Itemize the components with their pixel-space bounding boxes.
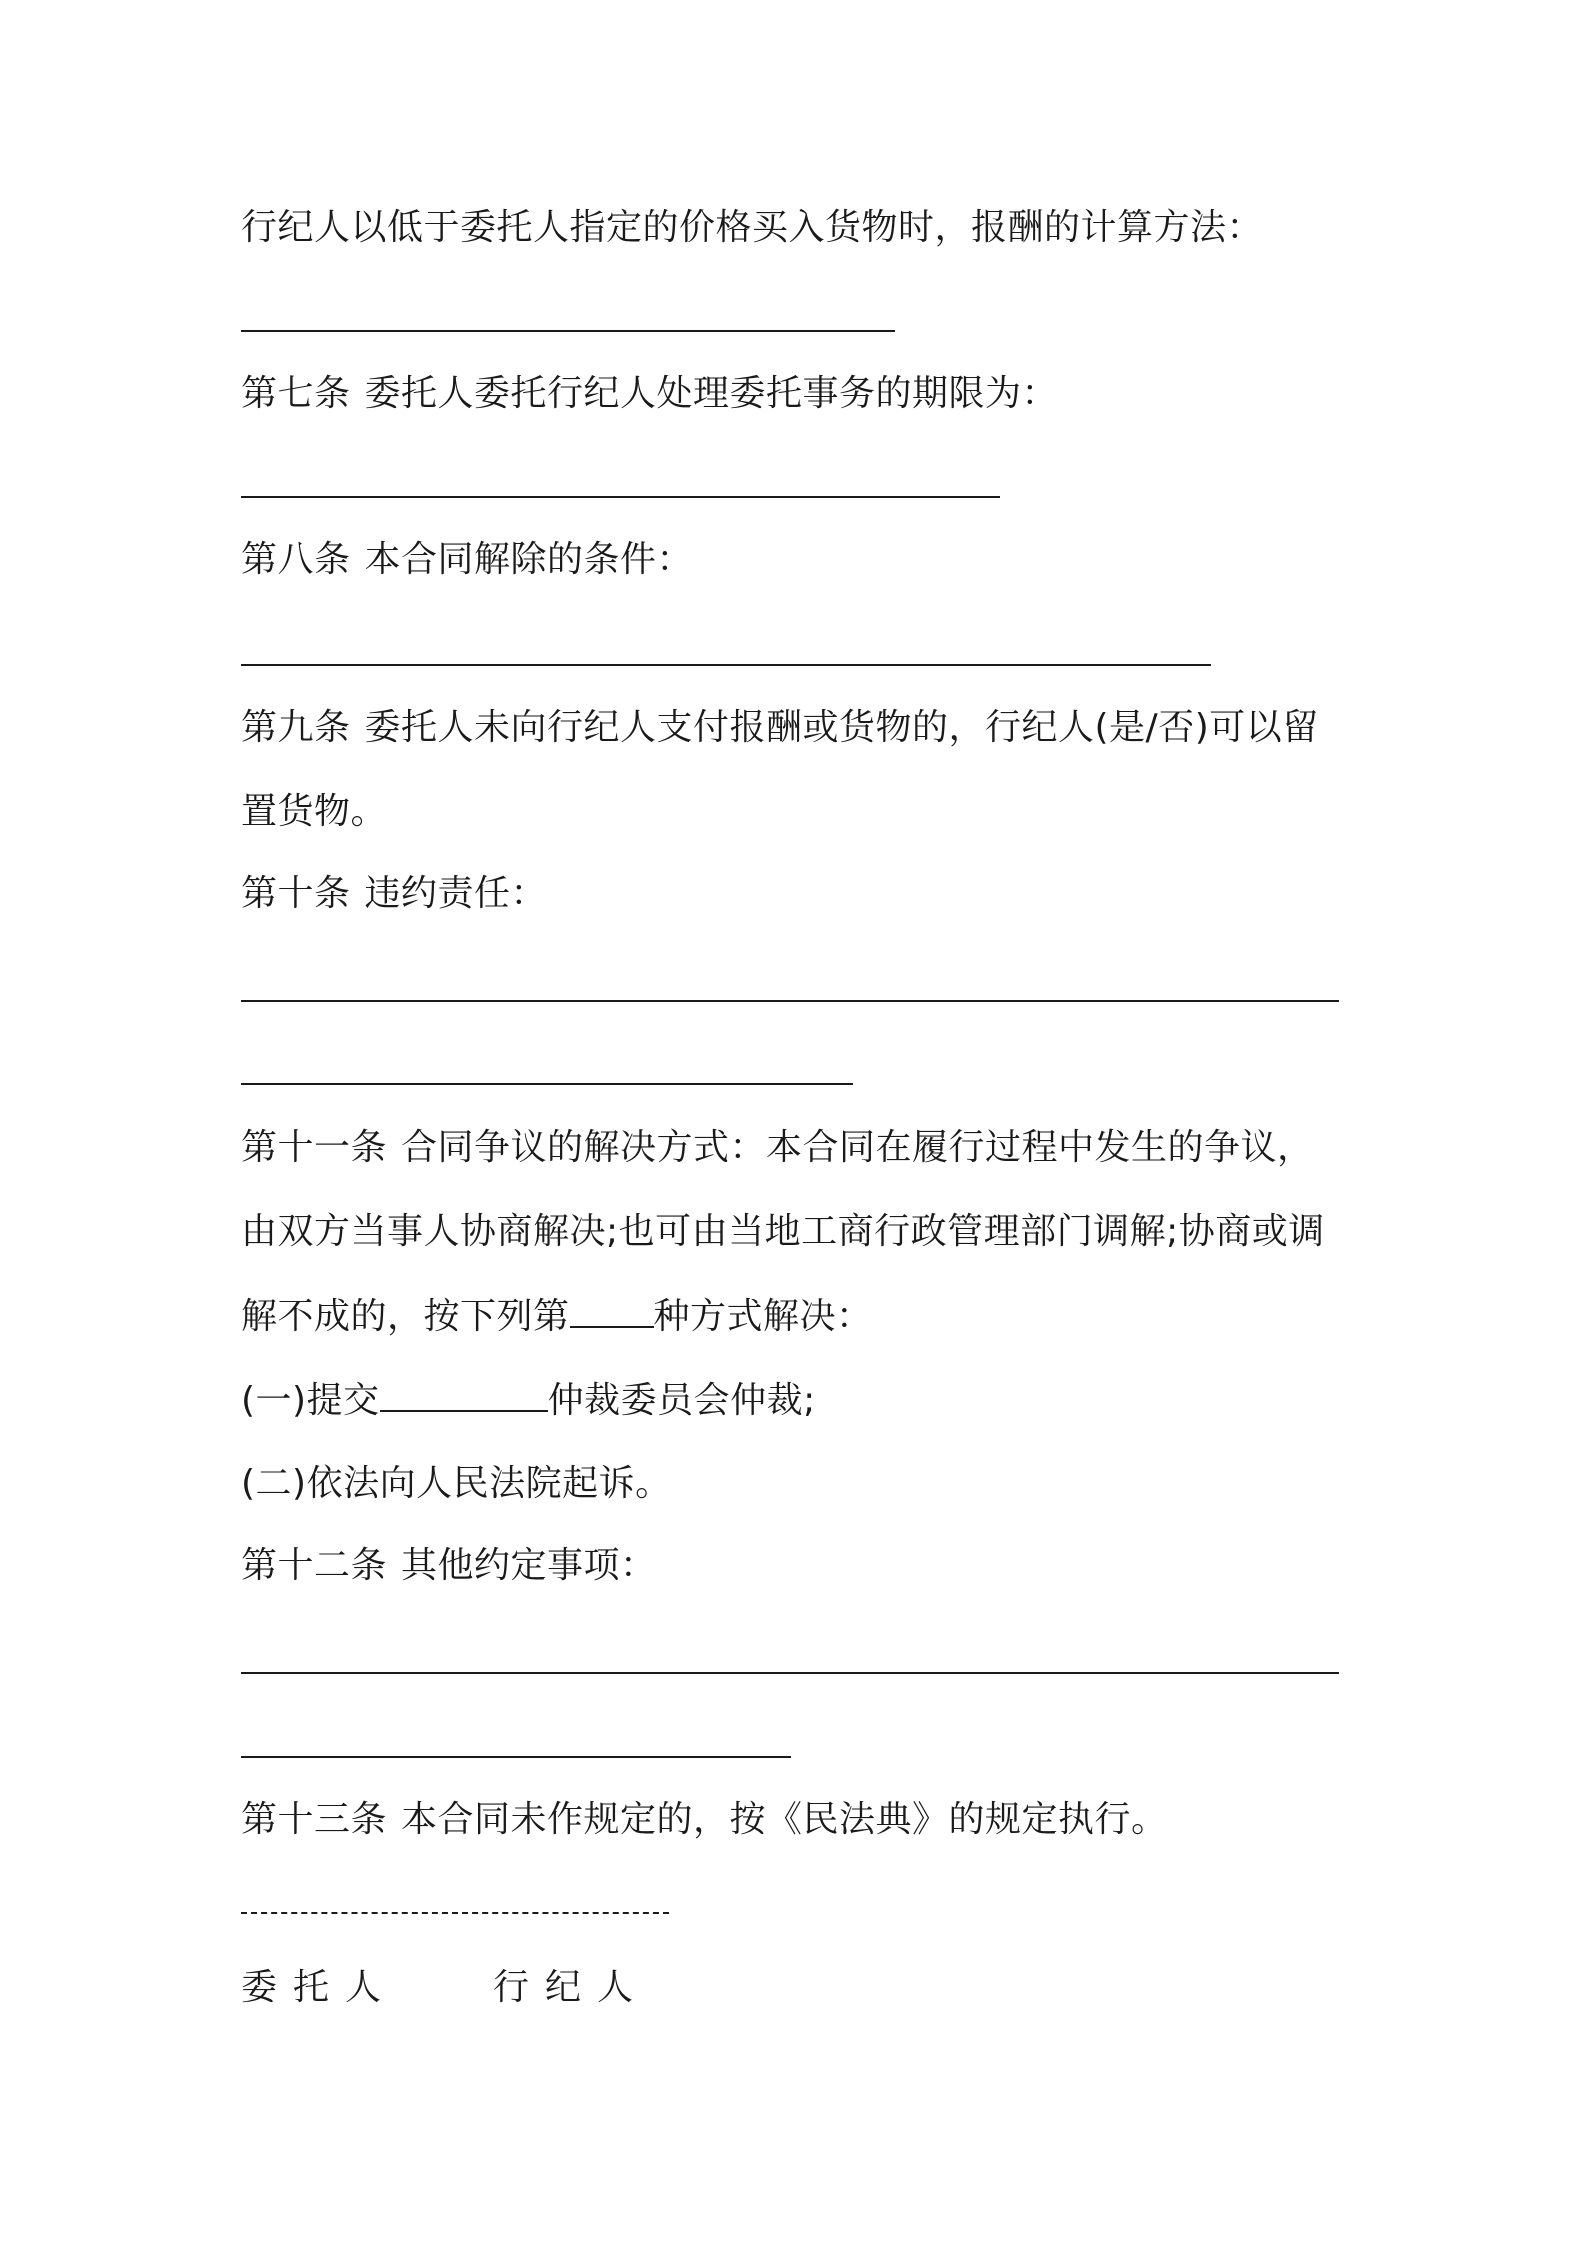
signature-principal-label: 委托人	[241, 1967, 398, 2008]
separator-dashed	[241, 1912, 669, 1914]
article-number: 第七条	[241, 373, 351, 414]
article-text: 本合同未作规定的，按《民法典》的规定执行。	[401, 1799, 1168, 1840]
fill-blank-line[interactable]	[241, 1756, 791, 1758]
inline-fill-blank[interactable]	[570, 1292, 654, 1328]
signature-labels	[241, 1964, 649, 2012]
fill-blank-line[interactable]	[241, 330, 895, 332]
article-10	[241, 870, 547, 918]
article-number: 第八条	[241, 539, 351, 580]
article-number: 第十条	[241, 873, 351, 914]
article-text: 委托人未向行纪人支付报酬或货物的，行纪人(是/否)可以留	[364, 707, 1319, 748]
fill-blank-line[interactable]	[241, 1000, 1339, 1002]
option-arbitration	[241, 1376, 816, 1425]
article-number: 第十三条	[241, 1799, 388, 1840]
article-text: 其他约定事项：	[401, 1545, 657, 1586]
signature-broker-label: 行纪人	[493, 1967, 650, 2008]
article-text: 合同争议的解决方式：本合同在履行过程中发生的争议，	[401, 1127, 1314, 1168]
fill-blank-line[interactable]	[241, 1672, 1339, 1674]
article-9-continued	[241, 788, 387, 836]
article-number: 第十二条	[241, 1545, 388, 1586]
article-13	[241, 1796, 1168, 1844]
article-text: 解不成的，按下列第	[241, 1296, 570, 1337]
article-number: 第十一条	[241, 1127, 388, 1168]
article-11	[241, 1124, 1314, 1172]
article-9	[241, 704, 1319, 752]
article-text: 种方式解决：	[653, 1296, 873, 1337]
option-litigation	[241, 1460, 672, 1508]
article-11-line-2	[241, 1208, 1325, 1256]
option-text: (一)提交	[241, 1380, 380, 1421]
fill-blank-line[interactable]	[241, 664, 1211, 666]
fill-blank-line[interactable]	[241, 1083, 853, 1085]
inline-fill-blank[interactable]	[380, 1376, 548, 1412]
text: 行纪人以低于委托人指定的价格买入货物时，报酬的计算方法：	[241, 207, 1264, 248]
article-12	[241, 1542, 657, 1590]
article-text: 本合同解除的条件：	[364, 539, 694, 580]
article-text: 违约责任：	[364, 873, 548, 914]
article-text: 委托人委托行纪人处理委托事务的期限为：	[364, 373, 1059, 414]
option-text: (二)依法向人民法院起诉。	[241, 1463, 672, 1504]
article-11-line-3	[241, 1292, 873, 1341]
option-text: 仲裁委员会仲裁;	[547, 1380, 816, 1421]
article-8	[241, 536, 693, 584]
paragraph-commission-calc	[241, 204, 1263, 252]
article-number: 第九条	[241, 707, 351, 748]
fill-blank-line[interactable]	[241, 496, 1000, 498]
article-text: 由双方当事人协商解决;也可由当地工商行政管理部门调解;协商或调	[241, 1211, 1325, 1252]
article-7	[241, 370, 1058, 418]
article-text: 置货物。	[241, 791, 388, 832]
